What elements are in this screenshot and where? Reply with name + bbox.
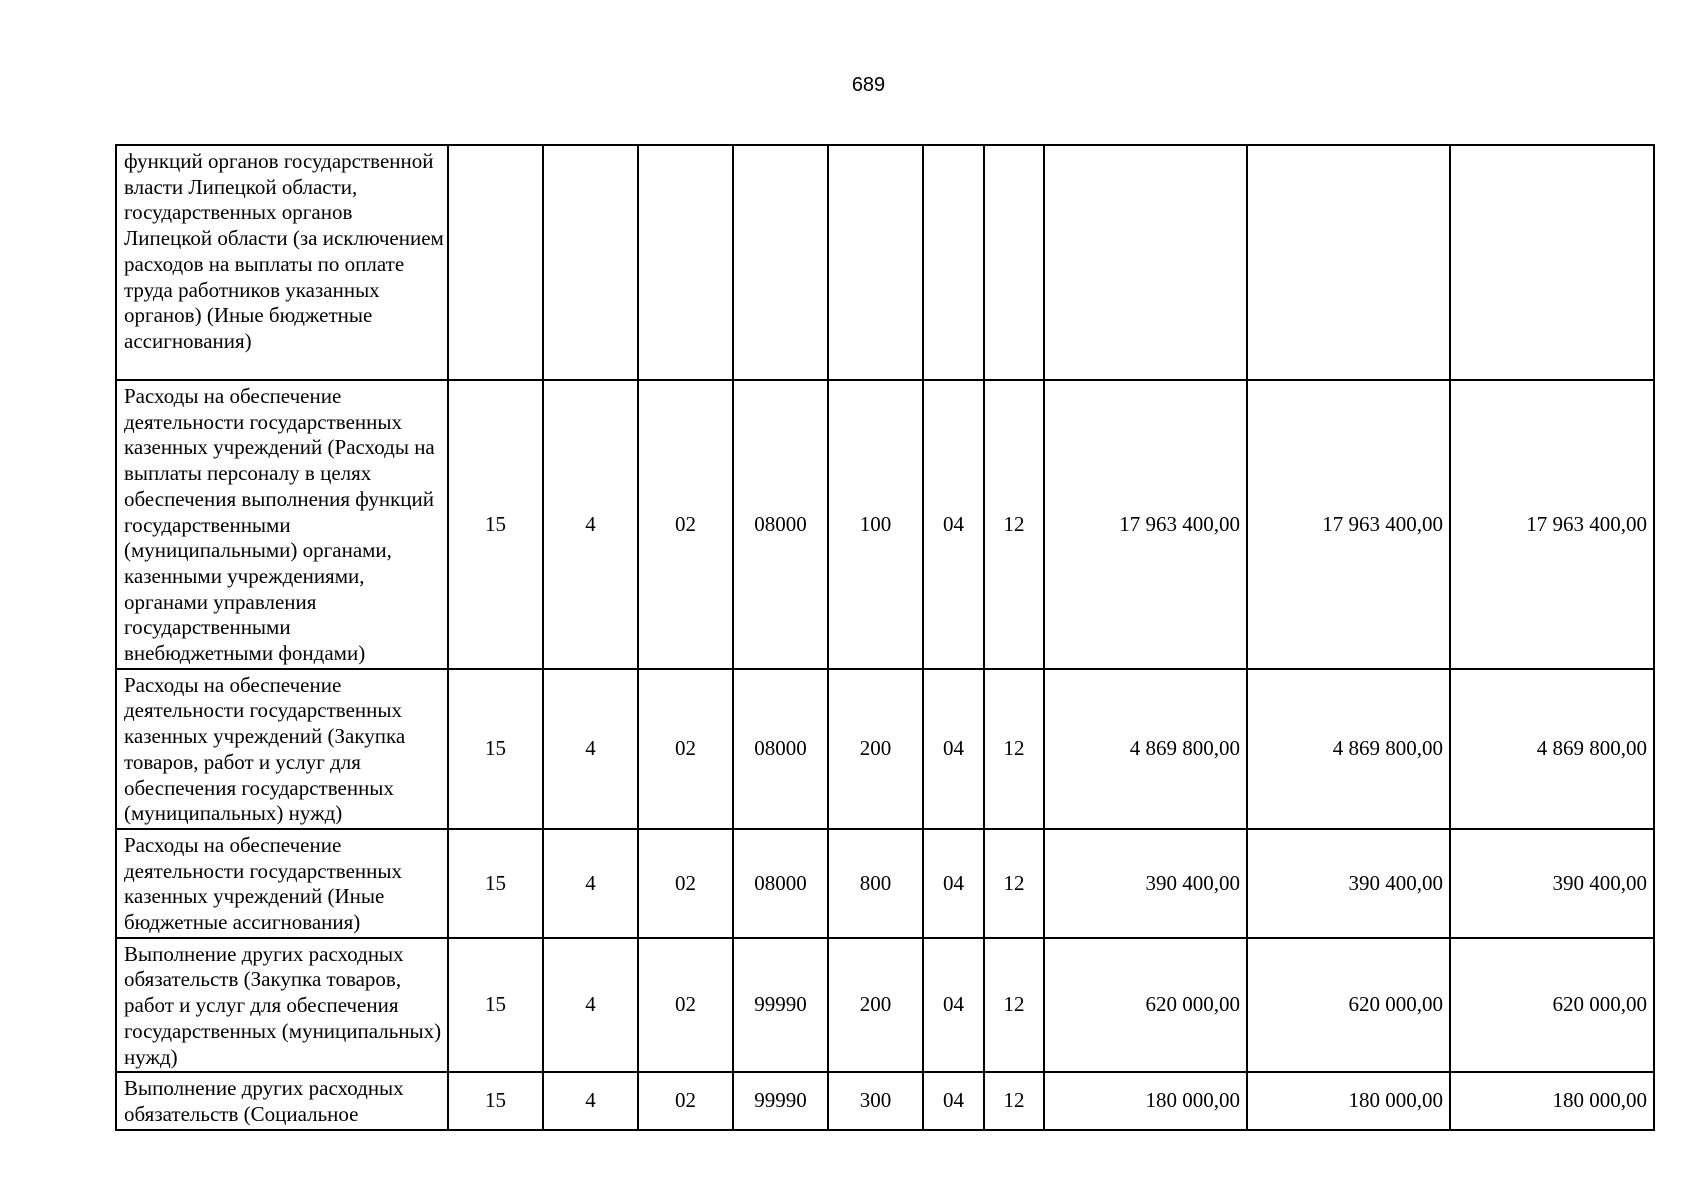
table-row xyxy=(116,380,1654,669)
subprogram-code: 4 xyxy=(543,938,638,1073)
page-number: 689 xyxy=(851,74,886,96)
program-code: 15 xyxy=(448,829,543,938)
program-code: 15 xyxy=(448,938,543,1073)
direction-code: 08000 xyxy=(733,669,828,829)
amount-year-2: 390 400,00 xyxy=(1247,829,1450,938)
section-code: 04 xyxy=(923,380,984,669)
expense-type-code: 300 xyxy=(828,1072,923,1129)
expense-type-code: 200 xyxy=(828,669,923,829)
table-row xyxy=(116,145,1654,380)
direction-code: 99990 xyxy=(733,1072,828,1129)
amount-year-2: 180 000,00 xyxy=(1247,1072,1450,1129)
direction-code: 08000 xyxy=(733,380,828,669)
table-row xyxy=(116,669,1654,829)
amount-year-3: 180 000,00 xyxy=(1450,1072,1654,1129)
subsection-code: 12 xyxy=(984,380,1044,669)
row-description: Выполнение других расходных обязательств (Закупка товаров, работ и услуг для обеспечения государственных (муниципальных) нужд) xyxy=(116,938,448,1073)
expense-type-code xyxy=(828,145,923,380)
row-description: Расходы на обеспечение деятельности государственных казенных учреждений (Иные бюджетные ассигнования) xyxy=(116,829,448,938)
amount-year-3: 390 400,00 xyxy=(1450,829,1654,938)
amount-year-3: 620 000,00 xyxy=(1450,938,1654,1073)
program-code: 15 xyxy=(448,669,543,829)
amount-year-1: 4 869 800,00 xyxy=(1044,669,1247,829)
main-event-code: 02 xyxy=(638,669,733,829)
amount-year-2: 4 869 800,00 xyxy=(1247,669,1450,829)
expense-type-code: 200 xyxy=(828,938,923,1073)
section-code xyxy=(923,145,984,380)
table-row xyxy=(116,1072,1654,1129)
section-code: 04 xyxy=(923,669,984,829)
main-event-code: 02 xyxy=(638,829,733,938)
table-row xyxy=(116,938,1654,1073)
subsection-code: 12 xyxy=(984,829,1044,938)
amount-year-1: 180 000,00 xyxy=(1044,1072,1247,1129)
subprogram-code xyxy=(543,145,638,380)
main-event-code xyxy=(638,145,733,380)
amount-year-3 xyxy=(1450,145,1654,380)
subprogram-code: 4 xyxy=(543,829,638,938)
subsection-code: 12 xyxy=(984,669,1044,829)
expense-type-code: 800 xyxy=(828,829,923,938)
section-code: 04 xyxy=(923,829,984,938)
program-code xyxy=(448,145,543,380)
row-description: Выполнение других расходных обязательств (Социальное xyxy=(116,1072,448,1129)
amount-year-1: 390 400,00 xyxy=(1044,829,1247,938)
direction-code: 99990 xyxy=(733,938,828,1073)
row-description: Расходы на обеспечение деятельности государственных казенных учреждений (Расходы на выплаты персоналу в целях обеспечения выполнения функций государственными (муниципальными) органами, казенными учреждениями, органами управления государственными внебюджетными фондами) xyxy=(116,380,448,669)
subprogram-code: 4 xyxy=(543,669,638,829)
amount-year-3: 4 869 800,00 xyxy=(1450,669,1654,829)
section-code: 04 xyxy=(923,938,984,1073)
section-code: 04 xyxy=(923,1072,984,1129)
main-event-code: 02 xyxy=(638,1072,733,1129)
row-description: Расходы на обеспечение деятельности государственных казенных учреждений (Закупка товаров, работ и услуг для обеспечения государственных (муниципальных) нужд) xyxy=(116,669,448,829)
budget-table xyxy=(115,144,1655,1131)
subsection-code xyxy=(984,145,1044,380)
subsection-code: 12 xyxy=(984,938,1044,1073)
subprogram-code: 4 xyxy=(543,380,638,669)
direction-code: 08000 xyxy=(733,829,828,938)
amount-year-2: 17 963 400,00 xyxy=(1247,380,1450,669)
program-code: 15 xyxy=(448,1072,543,1129)
amount-year-2 xyxy=(1247,145,1450,380)
main-event-code: 02 xyxy=(638,380,733,669)
subsection-code: 12 xyxy=(984,1072,1044,1129)
amount-year-1: 17 963 400,00 xyxy=(1044,380,1247,669)
row-description: функций органов государственной власти Липецкой области, государственных органов Липецкой области (за исключением расходов на выплаты по оплате труда работников указанных органов) (Иные бюджетные ассигнования) xyxy=(116,145,448,380)
amount-year-2: 620 000,00 xyxy=(1247,938,1450,1073)
amount-year-1: 620 000,00 xyxy=(1044,938,1247,1073)
program-code: 15 xyxy=(448,380,543,669)
table-row xyxy=(116,829,1654,938)
amount-year-3: 17 963 400,00 xyxy=(1450,380,1654,669)
subprogram-code: 4 xyxy=(543,1072,638,1129)
expense-type-code: 100 xyxy=(828,380,923,669)
amount-year-1 xyxy=(1044,145,1247,380)
main-event-code: 02 xyxy=(638,938,733,1073)
direction-code xyxy=(733,145,828,380)
